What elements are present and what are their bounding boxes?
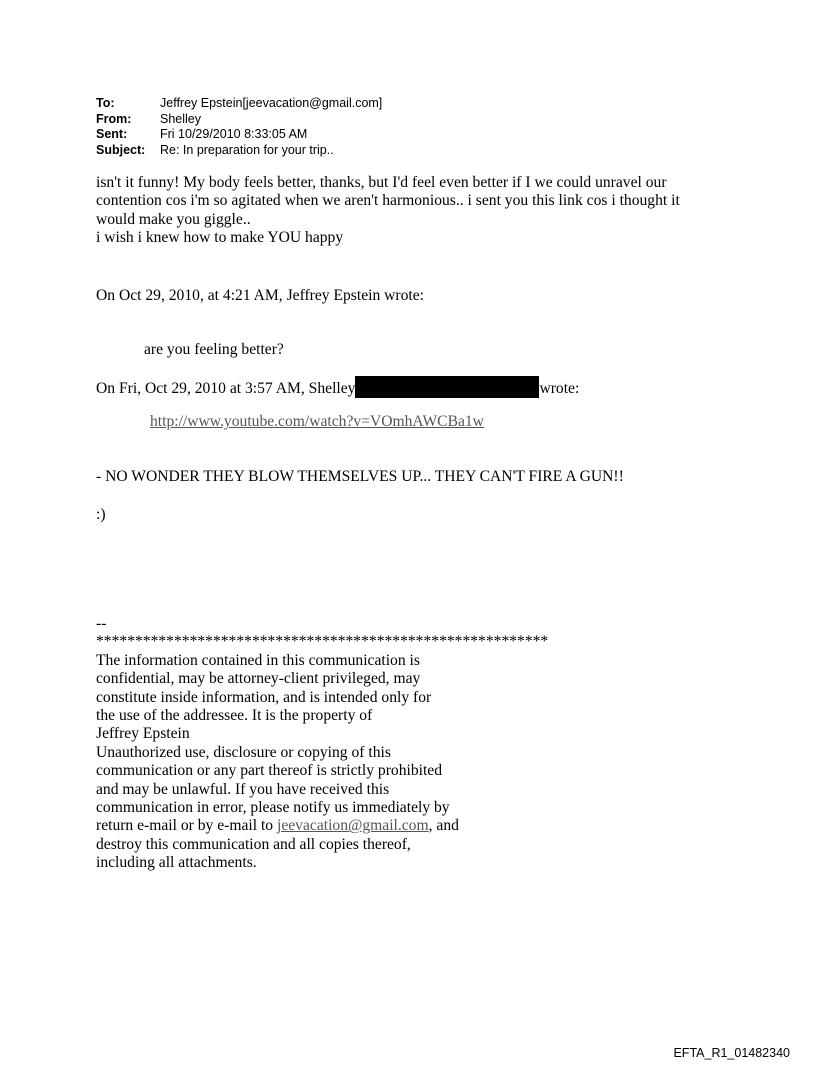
from-label: From: [96,111,132,126]
email-header [96,96,382,158]
quote2-intro-end: wrote: [539,380,580,397]
disclaimer-line: Unauthorized use, disclosure or copying of this [96,743,391,761]
return-prefix: return e-mail or by e-mail to [96,817,277,835]
disclaimer-return-line [96,817,548,835]
signature-stars: ********************************************************** [96,633,549,651]
header-subject-row [96,143,382,159]
disclaimer-line: including all attachments. [96,854,257,872]
sent-label: Sent: [96,127,128,141]
header-to-row [96,96,382,112]
sent-value: Fri 10/29/2010 8:33:05 AM [160,127,308,141]
disclaimer-line: communication in error, please notify us immediately by [96,799,450,817]
subject-label: Subject: [96,142,146,157]
signature-dashes: -- [96,615,107,632]
header-sent-row [96,127,382,143]
body-line: contention cos i'm so agitated when we aren't harmonious.. i sent you this link cos i thought it [96,192,680,210]
body-line: isn't it funny! My body feels better, thanks, but I'd feel even better if I we could unravel our [96,174,667,191]
signature [96,615,548,873]
shout-text: - NO WONDER THEY BLOW THEMSELVES UP... THEY CAN'T FIRE A GUN!! [96,468,624,485]
body-line: i wish i knew how to make YOU happy [96,229,344,247]
disclaimer-line: constitute inside information, and is intended only for [96,688,432,706]
youtube-link[interactable] [150,413,484,431]
email-link[interactable]: jeevacation@gmail.com [277,817,429,835]
quote1-intro: On Oct 29, 2010, at 4:21 AM, Jeffrey Epstein wrote: [96,287,424,304]
document-id: EFTA_R1_01482340 [673,1046,790,1060]
redaction-box [355,376,539,398]
disclaimer-line: communication or any part thereof is strictly prohibited [96,762,443,780]
body-line: would make you giggle.. [96,210,251,228]
smiley-text: :) [96,506,106,523]
to-value: Jeffrey Epstein[jeevacation@gmail.com] [160,96,383,110]
disclaimer-line: the use of the addressee. It is the property of [96,707,373,725]
to-label: To: [96,96,115,110]
subject-value: Re: In preparation for your trip.. [160,142,334,157]
disclaimer-line: Jeffrey Epstein [96,725,190,743]
quote2-intro-start: On Fri, Oct 29, 2010 at 3:57 AM, Shelley [96,380,356,397]
header-from-row [96,112,382,128]
quote2-intro [96,376,579,398]
disclaimer-line: and may be unlawful. If you have received this [96,780,390,798]
quote1-text: are you feeling better? [144,341,284,358]
from-value: Shelley [160,111,201,126]
message-body [96,174,680,248]
return-suffix: , and [428,817,459,835]
youtube-link-text[interactable]: http://www.youtube.com/watch?v=VOmhAWCBa1w [150,413,484,430]
disclaimer-line: destroy this communication and all copies thereof, [96,835,411,853]
disclaimer-line: The information contained in this communication is [96,651,420,669]
disclaimer-line: confidential, may be attorney-client privileged, may [96,670,421,688]
